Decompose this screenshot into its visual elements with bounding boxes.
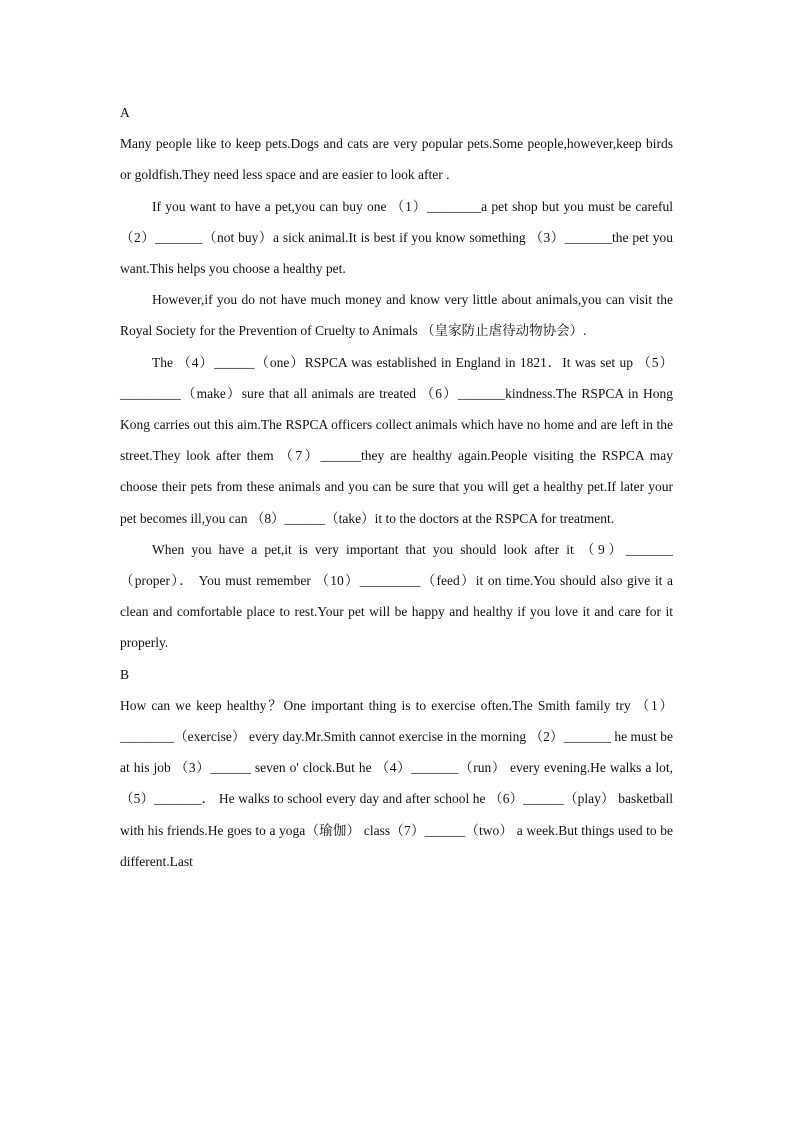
section-b-paragraph-1: How can we keep healthy？One important thing is to exercise often.The Smith family try （1）________（exercise） every day.Mr.Smith cannot exercise in the morning （2）_______ he must be at his job （3）______ seven o' clock.But he （4）_______（run） every evening.He walks a lot, （5）_______． He walks to school every day and after school he （6）______（play） basketball with his friends.He goes to a yoga（瑜伽） class（7）______（two） a week.But things used to be different.Last bbox=[120, 697, 673, 869]
section-b-heading: B bbox=[120, 666, 130, 682]
document-page bbox=[120, 97, 673, 877]
section-a-paragraph-3: However,if you do not have much money and know very little about animals,you can visit the Royal Society for the Prevention of Cruelty to Animals （皇家防止虐待动物协会）. bbox=[120, 292, 673, 339]
section-a-paragraph-2: If you want to have a pet,you can buy one （1）________a pet shop but you must be careful （2）_______（not buy）a sick animal.It is best if you know something （3）_______the pet you want.This helps you choose a healthy pet. bbox=[120, 198, 673, 277]
section-a-paragraph-5: When you have a pet,it is very important that you should look after it （9）_______（proper）． You must remember （10）_________（feed）it on time.You should also give it a clean and comfortable place to rest.Your pet will be happy and healthy if you love it and care for it properly. bbox=[120, 541, 673, 651]
section-a-heading: A bbox=[120, 105, 130, 120]
section-a-paragraph-1: Many people like to keep pets.Dogs and cats are very popular pets.Some people,however,keep birds or goldfish.They need less space and are easier to look after . bbox=[120, 136, 673, 183]
section-a-paragraph-4: The （4）______（one）RSPCA was established in England in 1821．It was set up （5）_________（make）sure that all animals are treated （6）_______kindness.The RSPCA in Hong Kong carries out this aim.The RSPCA officers collect animals which have no home and are left in the street.They look after them （7）______they are healthy again.People visiting the RSPCA may choose their pets from these animals and you can be sure that you will get a healthy pet.If later your pet becomes ill,you can （8）______（take）it to the doctors at the RSPCA for treatment. bbox=[120, 354, 673, 526]
